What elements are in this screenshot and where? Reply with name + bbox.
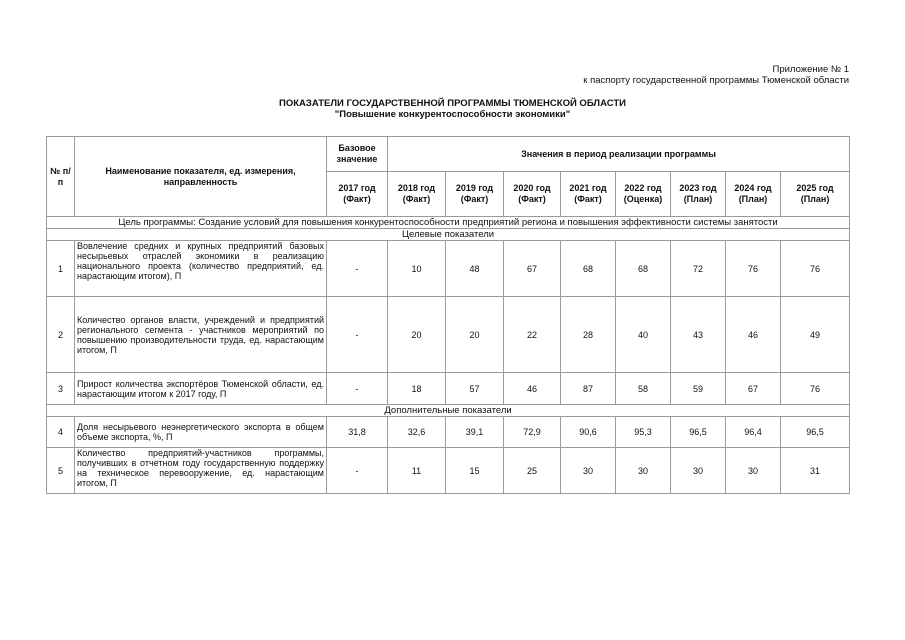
appendix-note xyxy=(583,64,849,86)
value-cell: 68 xyxy=(616,241,671,297)
value-cell: 95,3 xyxy=(616,417,671,448)
table-row xyxy=(47,373,850,405)
value-cell: 43 xyxy=(671,297,726,373)
value-cell: 72 xyxy=(671,241,726,297)
value-cell: 18 xyxy=(388,373,446,405)
value-cell: 96,5 xyxy=(671,417,726,448)
value-cell: 48 xyxy=(446,241,504,297)
row-number: 2 xyxy=(47,297,75,373)
value-cell: 32,6 xyxy=(388,417,446,448)
value-cell: 40 xyxy=(616,297,671,373)
indicators-table xyxy=(46,136,850,494)
header-year: 2019 год (Факт) xyxy=(446,172,504,217)
value-cell: 87 xyxy=(561,373,616,405)
value-cell: 30 xyxy=(561,448,616,494)
row-number: 4 xyxy=(47,417,75,448)
header-year: 2018 год (Факт) xyxy=(388,172,446,217)
row-number: 1 xyxy=(47,241,75,297)
indicator-name: Вовлечение средних и крупных предприятий базовых несырьевых отраслей экономики в реализацию национального проекта (количество предприятий, ед. нарастающим итогом), П xyxy=(75,241,327,297)
value-cell: 31,8 xyxy=(327,417,388,448)
value-cell: 76 xyxy=(726,241,781,297)
value-cell: - xyxy=(327,448,388,494)
table-row xyxy=(47,417,850,448)
row-number: 3 xyxy=(47,373,75,405)
value-cell: 10 xyxy=(388,241,446,297)
value-cell: 49 xyxy=(781,297,850,373)
title-line-1: ПОКАЗАТЕЛИ ГОСУДАРСТВЕННОЙ ПРОГРАММЫ ТЮМЕНСКОЙ ОБЛАСТИ xyxy=(279,98,626,109)
value-cell: 67 xyxy=(726,373,781,405)
value-cell: 58 xyxy=(616,373,671,405)
header-year: 2021 год (Факт) xyxy=(561,172,616,217)
value-cell: 76 xyxy=(781,373,850,405)
table-row xyxy=(47,448,850,494)
value-cell: 25 xyxy=(504,448,561,494)
header-year: 2024 год (План) xyxy=(726,172,781,217)
title-line-2: "Повышение конкурентоспособности экономики" xyxy=(334,109,571,120)
value-cell: 28 xyxy=(561,297,616,373)
section-additional-indicators: Дополнительные показатели xyxy=(47,405,850,417)
value-cell: 57 xyxy=(446,373,504,405)
value-cell: 76 xyxy=(781,241,850,297)
header-year: 2022 год (Оценка) xyxy=(616,172,671,217)
header-number: № п/п xyxy=(47,137,75,217)
value-cell: - xyxy=(327,373,388,405)
header-year: 2020 год (Факт) xyxy=(504,172,561,217)
value-cell: 46 xyxy=(504,373,561,405)
value-cell: 30 xyxy=(726,448,781,494)
header-row-1 xyxy=(47,137,850,172)
value-cell: 20 xyxy=(388,297,446,373)
value-cell: 22 xyxy=(504,297,561,373)
header-indicator-name: Наименование показателя, ед. измерения, направленность xyxy=(75,137,327,217)
value-cell: 30 xyxy=(671,448,726,494)
value-cell: 31 xyxy=(781,448,850,494)
indicator-name: Доля несырьевого неэнергетического экспорта в общем объеме экспорта, %, П xyxy=(75,417,327,448)
indicator-name: Количество органов власти, учреждений и предприятий регионального сегмента - участников мероприятий по повышению производительности труда, ед. нарастающим итогом, П xyxy=(75,297,327,373)
section-additional-row xyxy=(47,405,850,417)
value-cell: 90,6 xyxy=(561,417,616,448)
section-target-row xyxy=(47,229,850,241)
header-year: 2017 год (Факт) xyxy=(327,172,388,217)
value-cell: 96,5 xyxy=(781,417,850,448)
value-cell: 59 xyxy=(671,373,726,405)
value-cell: 30 xyxy=(616,448,671,494)
table-row xyxy=(47,297,850,373)
section-target-indicators: Целевые показатели xyxy=(47,229,850,241)
indicator-name: Количество предприятий-участников программы, получивших в отчетном году государственную поддержку на техническое перевооружение, ед. нарастающим итогом, П xyxy=(75,448,327,494)
value-cell: 68 xyxy=(561,241,616,297)
goal-row xyxy=(47,217,850,229)
indicator-name: Прирост количества экспортёров Тюменской области, ед. нарастающим итогом к 2017 году, П xyxy=(75,373,327,405)
appendix-line-2: к паспорту государственной программы Тюменской области xyxy=(583,75,849,86)
header-period-values: Значения в период реализации программы xyxy=(388,137,850,172)
value-cell: 20 xyxy=(446,297,504,373)
row-number: 5 xyxy=(47,448,75,494)
header-base-value: Базовое значение xyxy=(327,137,388,172)
program-goal: Цель программы: Создание условий для повышения конкурентоспособности предприятий региона и повышения эффективности системы занятости xyxy=(47,217,850,229)
value-cell: - xyxy=(327,241,388,297)
value-cell: 11 xyxy=(388,448,446,494)
appendix-line-1: Приложение № 1 xyxy=(772,64,849,75)
header-year: 2025 год (План) xyxy=(781,172,850,217)
value-cell: - xyxy=(327,297,388,373)
value-cell: 96,4 xyxy=(726,417,781,448)
value-cell: 67 xyxy=(504,241,561,297)
value-cell: 46 xyxy=(726,297,781,373)
header-year: 2023 год (План) xyxy=(671,172,726,217)
document-title xyxy=(0,98,905,120)
value-cell: 15 xyxy=(446,448,504,494)
value-cell: 39,1 xyxy=(446,417,504,448)
value-cell: 72,9 xyxy=(504,417,561,448)
table-row xyxy=(47,241,850,297)
